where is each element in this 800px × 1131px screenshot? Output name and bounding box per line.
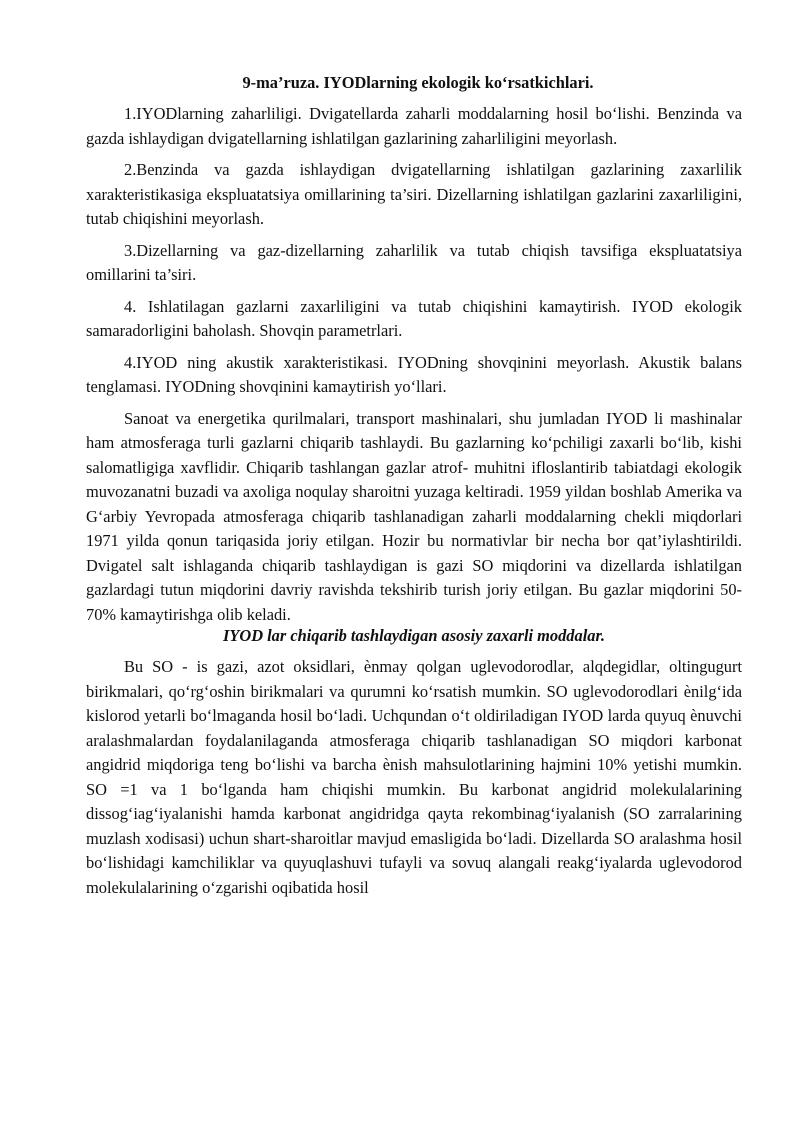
paragraph-1: 1.IYODlarning zaharliligi. Dvigatellarda zaharli moddalarning hosil bo‘lishi. Benzinda va gazda ishlaydigan dvigatellarning ishlatilgan gazlarining zaharliligini meyorlash.: [86, 104, 742, 148]
paragraph-4: 4. Ishlatilagan gazlarni zaxarliligini va tutab chiqishini kamaytirish. IYOD ekologik samaradorligini baholash. Shovqin parametrlari.: [86, 296, 742, 340]
paragraph-2: 2.Benzinda va gazda ishlaydigan dvigatellarning ishlatilgan gazlarining zaxarlilik xarakteristikasiga ekspluatatsiya omillarining ta’siri. Dizellarning ishlatilgan gazlarini zaxarliligini, tutab chiqishini meyorlash.: [86, 160, 742, 228]
paragraph-3: 3.Dizellarning va gaz-dizellarning zaharlilik va tutab chiqish tavsifiga ekspluatatsiya omillarini ta’siri.: [86, 240, 742, 284]
page-title: 9-ma’ruza. IYODlarning ekologik ko‘rsatkichlari.: [242, 73, 594, 92]
document-page: [86, 71, 742, 907]
paragraph-6: Sanoat va energetika qurilmalari, transport mashinalari, shu jumladan IYOD li mashinalar ham atmosferaga turli gazlarni chiqarib tashlaydi. Bu gazlarning ko‘pchiligi zaxarli bo‘lib, kishi salomatligiga xavflidir. Chiqarib tashlangan gazlar atrof- muhitni ifloslantirib tabiatdagi ekologik muvozanatni buzadi va axoliga noqulay sharoitni yuzaga keltiradi. 1959 yildan boshlab Amerika va G‘arbiy Yevropada atmosferaga chiqarib tashlanadigan zaharli moddalarning chekli miqdorlari 1971 yilda qonun tariqasida joriy etilgan. Hozir bu normativlar bir necha bor qat’iylashtirildi. Dvigatel salt ishlaganda chiqarib tashlaydigan is gazi SO miqdorini va dizellarda ishlatilgan gazlardagi tutun miqdorini davriy ravishda tekshirib turish joriy etilgan. Bu gazlar miqdorini 50-70% kamaytirishga olib keladi.: [86, 408, 742, 624]
paragraph-5: 4.IYOD ning akustik xarakteristikasi. IYODning shovqinini meyorlash. Akustik balans tenglamasi. IYODning shovqinini kamaytirish yo‘llari.: [86, 352, 742, 396]
section-subheading: IYOD lar chiqarib tashlaydigan asosiy zaxarli moddalar.: [222, 626, 606, 645]
paragraph-7: Bu SO - is gazi, azot oksidlari, ѐnmay qolgan uglevodorodlar, alqdegidlar, oltingugurt birikmalari, qo‘rg‘oshin birikmalari va qurumni ko‘rsatish mumkin. SO uglevodorodlari ѐnilg‘ida kislorod yetarli bo‘lmaganda hosil bo‘ladi. Uchqundan o‘t oldiriladigan IYOD larda quyuq ѐnuvchi aralashmalardan foydalanilaganda atmosferaga chiqarib tashlanadigan SO miqdori karbonat angidrid miqdoriga teng bo‘lishi va barcha ѐnish mahsulotlarining hajmini 10% yetishi mumkin. SO =1 va 1 bo‘lganda ham chiqishi mumkin. Bu karbonat angidrid molekulalarining dissog‘iag‘iyalanishi hamda karbonat angidridga qayta rekombinag‘iyalanish (SO zarralarining muzlash xodisasi) uchun shart-sharoitlar mavjud emasligida bo‘ladi. Dizellarda SO aralashma hosil bo‘lishidagi kamchiliklar va quyuqlashuvi tufayli va sovuq alangali reakg‘iyalarda uglevodorod molekulalarining o‘zgarishi oqibatida hosil: [86, 657, 742, 897]
